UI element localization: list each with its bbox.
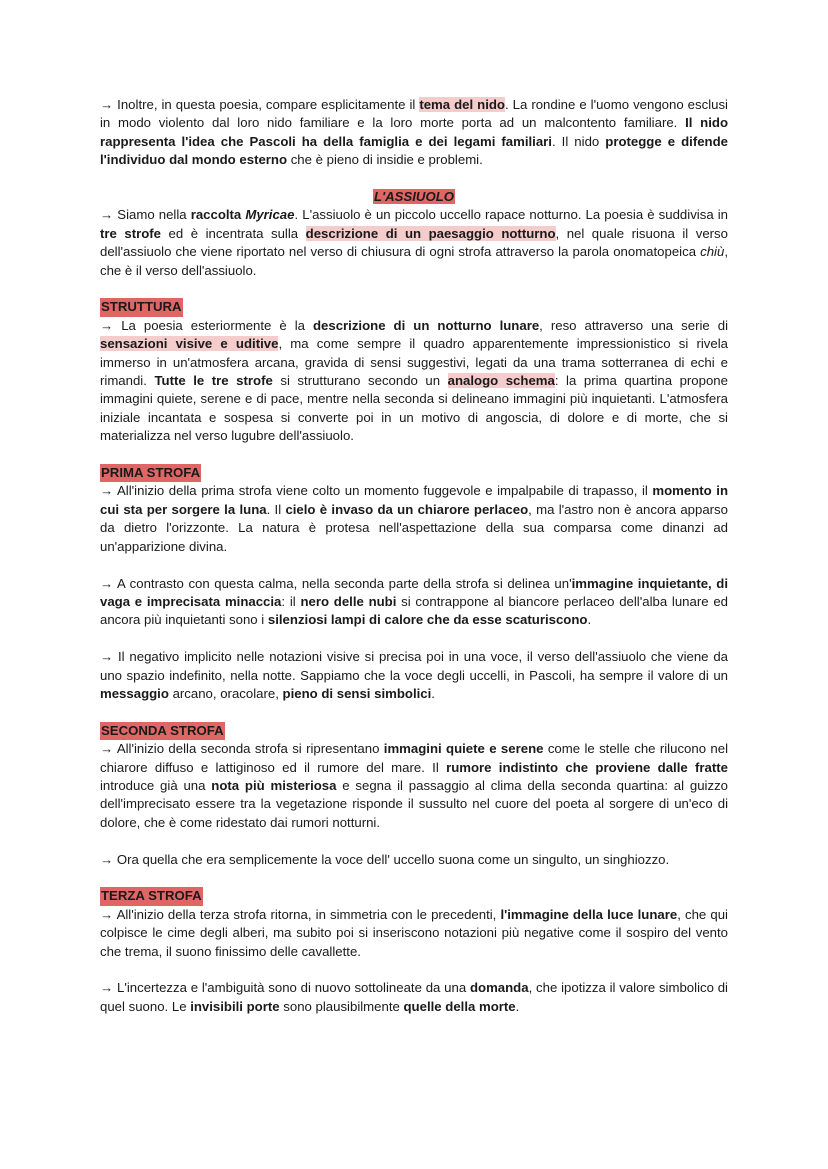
bold-text: Il nido rappresenta l'idea che Pascoli ha della famiglia e dei legami familiari [100,115,729,149]
text-run: ed è incentrata sulla [161,225,306,241]
text-run: : la prima quartina propone immagini quiete, serene e di pace, mentre nella seconda si delineano immagini più inquietanti. L'atmosfera iniziale incantata e sospesa si converte poi in un motivo di angoscia, di dolore e di morte, che si materializza nel verso lugubre dell'assiuolo. [100,373,728,444]
text-run: , ma l'astro non è ancora apparso da dietro l'orizzonte. La natura è protesa nell'aspettazione della sua comparsa come dinanzi ad un'apparizione divina. [100,501,728,554]
bold-text: protegge e difende l'individuo dal mondo esterno [100,133,728,168]
body-paragraph [100,740,728,832]
bold-text: invisibili porte [190,998,280,1014]
section-heading [100,298,728,316]
bold-text: messaggio [100,685,169,701]
body-paragraph [100,851,728,869]
bold-text: cielo è invaso da un chiarore perlaceo [285,501,529,517]
body-paragraph [100,206,728,280]
paragraph-gap [100,630,728,648]
text-run: . [587,612,592,628]
text-run: → A contrasto con questa calma, nella seconda parte della strofa si delinea un' [100,575,572,591]
paragraph-gap [100,832,728,850]
bold-text: Tutte le tre strofe [154,373,273,389]
text-run: → Siamo nella [100,207,191,223]
text-run: e segna il passaggio al clima della seconda quartina: al guizzo dell'imprecisato essere tra la vegetazione risponde il sussulto nel cuore del poeta al sorgere di un'eco di dolore, che è come ridestato dai rumori notturni. [100,777,728,830]
body-paragraph [100,906,728,961]
section-heading [100,464,728,482]
highlighted-text: descrizione di un paesaggio notturno [305,225,556,241]
bold-text: nota più misteriosa [211,777,337,793]
paragraph-gap [100,961,728,979]
bold-text: l'immagine della luce lunare [500,906,678,922]
poem-title [100,188,728,206]
bold-text: Myricae [245,207,295,223]
text-run: → L'incertezza e l'ambiguità sono di nuovo sottolineate da una [100,980,470,996]
section-heading [100,887,728,905]
text-run: . [431,685,435,701]
text-run: → All'inizio della terza strofa ritorna, in simmetria con le precedenti, [100,906,501,922]
paragraph-gap [100,869,728,887]
highlighted-text: tema del nido [419,97,505,112]
body-paragraph [100,648,728,703]
bold-text: momento in cui sta per sorgere la luna [100,483,729,517]
text-run: , che qui colpisce le cime degli alberi, ma subito poi si inseriscono notazioni più negative come il sospiro del vento che trema, il suono finissimo delle cavallette. [100,906,728,959]
text-run: arcano, oracolare, [168,685,283,701]
text-run: , che ipotizza il valore simbolico di quel suono. Le [100,980,728,1014]
text-run: sono plausibilmente [279,998,404,1014]
text-run: . [515,998,520,1014]
body-paragraph [100,317,728,446]
text-run: . Il [266,501,286,517]
bold-text: domanda [469,980,529,996]
section-heading-text: PRIMA STROFA [100,464,201,482]
text-run: . L'assiuolo è un piccolo uccello rapace notturno. La poesia è suddivisa in [294,207,728,223]
text-run: come le stelle che rilucono nel chiarore diffuso e lattiginoso ed il rumore del mare. Il [100,741,728,775]
text-run: , nel quale risuona il verso dell'assiuolo che viene riportato nel verso di chiusura di ogni strofa attraverso la parola onomatopeica [100,225,728,260]
bold-text: immagini quiete e serene [383,741,544,757]
text-run: si contrappone al biancore perlaceo dell'alba lunare ed ancora più inquietanti sono i [100,593,728,628]
text-run: → Ora quella che era semplicemente la voce dell' uccello suona come un singulto, un singhiozzo. [100,851,670,867]
text-run: : il [281,593,301,609]
body-paragraph [100,96,728,170]
text-run: → Il negativo implicito nelle notazioni visive si precisa poi in una voce, il verso dell'assiuolo che viene da uno spazio indefinito, nella notte. Sappiamo che la voce degli uccelli, in Pascoli, ha sempre il valore di un [100,649,728,683]
text-run: . La rondine e l'uomo vengono esclusi in modo violento dal loro nido familiare e la loro morte porta ad un malcontento familiare. [100,97,728,131]
text-run: che è pieno di insidie e problemi. [287,152,483,168]
text-run: , ma come sempre il quadro apparentemente impressionistico si rivela immerso in un'atmosfera arcana, gravida di sensi suggestivi, legati da una trama sotterranea di echi e rimandi. [100,336,728,389]
bold-text: nero delle nubi [300,593,397,609]
section-heading-text: TERZA STROFA [100,887,203,905]
text-run: → Inoltre, in questa poesia, compare esplicitamente il [100,97,420,112]
text-run: introduce già una [100,777,212,793]
text-run: → All'inizio della seconda strofa si ripresentano [100,741,384,757]
paragraph-gap [100,170,728,188]
body-paragraph [100,575,728,630]
body-paragraph [100,979,728,1016]
highlighted-text: sensazioni visive e uditive [100,336,279,352]
bold-text: silenziosi lampi di calore che da esse scaturiscono [267,612,588,628]
bold-text: rumore indistinto che proviene dalle fratte [446,759,728,775]
bold-text: quelle della morte [403,998,516,1014]
paragraph-gap [100,703,728,721]
section-heading-text: SECONDA STROFA [100,722,225,740]
bold-text: pieno di sensi simbolici [282,685,432,701]
bold-text: raccolta [190,207,246,223]
paragraph-gap [100,280,728,298]
text-run: . Il nido [551,133,606,149]
section-heading [100,722,728,740]
body-paragraph [100,482,728,556]
paragraph-gap [100,446,728,464]
document-page [100,96,728,1016]
text-run: , che è il verso dell'assiuolo. [100,244,728,278]
text-run: → All'inizio della prima strofa viene colto un momento fuggevole e impalpabile di trapasso, il [100,483,653,499]
text-run: → La poesia esteriormente è la [100,317,313,333]
italic-text: chiù [700,244,725,260]
section-heading-text: STRUTTURA [100,298,183,316]
text-run: , reso attraverso una serie di [539,317,729,333]
text-run: si strutturano secondo un [272,373,448,389]
bold-text: descrizione di un notturno lunare [312,317,540,333]
bold-text: tre strofe [100,225,162,241]
paragraph-gap [100,556,728,574]
poem-title-text: L'ASSIUOLO [373,189,455,205]
highlighted-text: analogo schema [447,373,555,389]
bold-text: immagine inquietante, di vaga e imprecisata minaccia [100,575,729,609]
